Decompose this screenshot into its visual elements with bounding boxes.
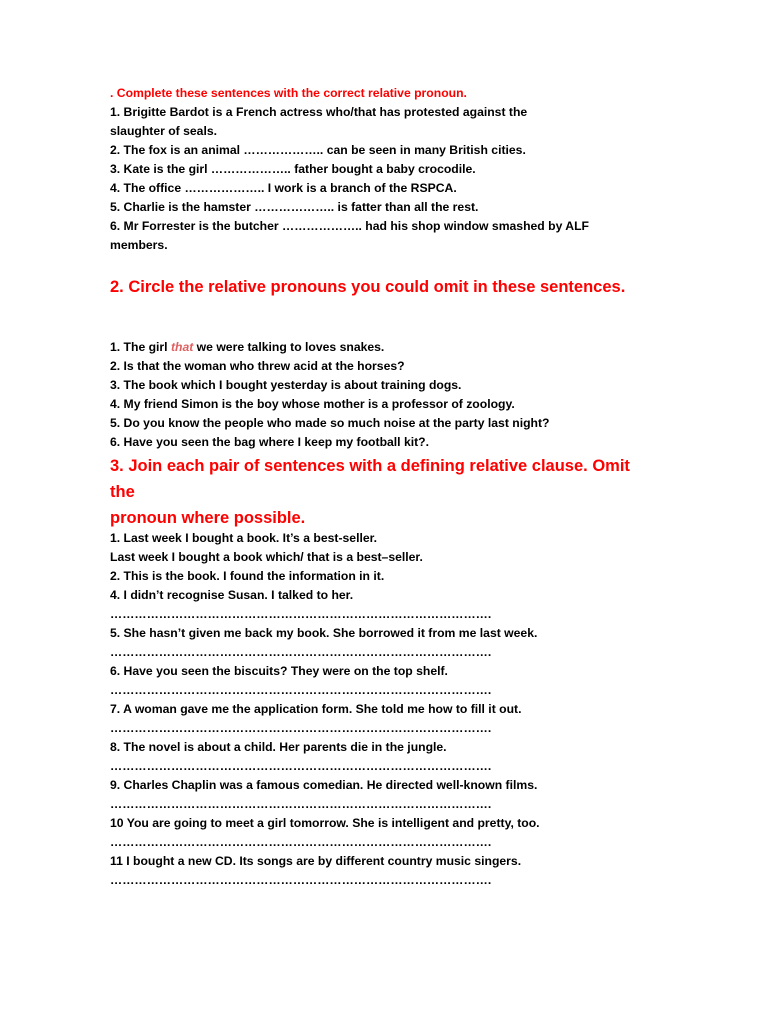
exercise-3-line: 11 I bought a new CD. Its songs are by different country music singers. [110, 854, 522, 868]
exercise-1-title: . Complete these sentences with the correct relative pronoun. [110, 86, 467, 100]
exercise-3-line: 4. I didn’t recognise Susan. I talked to her. [110, 588, 354, 602]
exercise-1-line: 1. Brigitte Bardot is a French actress who/that has protested against the [110, 105, 528, 119]
answer-blank-line: …………………………………………………………………………………. [110, 683, 492, 697]
exercise-2-line: 4. My friend Simon is the boy whose mother is a professor of zoology. [110, 397, 515, 411]
exercise-3 [110, 529, 710, 890]
exercise-3-heading: the [110, 483, 135, 501]
exercise-1 [110, 84, 710, 255]
answer-blank-line: …………………………………………………………………………………. [110, 797, 492, 811]
exercise-2-line: 2. Is that the woman who threw acid at the horses? [110, 359, 405, 373]
exercise-2-line [110, 338, 710, 357]
answer-blank-line: …………………………………………………………………………………. [110, 607, 492, 621]
answer-blank-line: …………………………………………………………………………………. [110, 835, 492, 849]
exercise-1-line: 4. The office ……………….. I work is a branch of the RSPCA. [110, 181, 457, 195]
exercise-3-line: 7. A woman gave me the application form. She told me how to fill it out. [110, 702, 522, 716]
exercise-3-heading: 3. Join each pair of sentences with a defining relative clause. Omit [110, 457, 630, 475]
exercise-2-line: 5. Do you know the people who made so much noise at the party last night? [110, 416, 550, 430]
exercise-3-line: 1. Last week I bought a book. It’s a best-seller. [110, 531, 378, 545]
exercise-2-heading-block [110, 274, 710, 300]
exercise-3-line: Last week I bought a book which/ that is a best–seller. [110, 550, 423, 564]
answer-blank-line: …………………………………………………………………………………. [110, 721, 492, 735]
exercise-2-line: 6. Have you seen the bag where I keep my football kit?. [110, 435, 429, 449]
exercise-3-line: 2. This is the book. I found the information in it. [110, 569, 385, 583]
exercise-2-line: 3. The book which I bought yesterday is about training dogs. [110, 378, 462, 392]
exercise-1-line: 2. The fox is an animal ……………….. can be seen in many British cities. [110, 143, 526, 157]
answer-blank-line: …………………………………………………………………………………. [110, 645, 492, 659]
exercise-2-heading: 2. Circle the relative pronouns you could omit in these sentences. [110, 278, 626, 296]
exercise-1-line: slaughter of seals. [110, 124, 218, 138]
exercise-3-line: 10 You are going to meet a girl tomorrow. She is intelligent and pretty, too. [110, 816, 540, 830]
exercise-1-line: 6. Mr Forrester is the butcher ……………….. had his shop window smashed by ALF [110, 219, 589, 233]
answer-blank-line: …………………………………………………………………………………. [110, 759, 492, 773]
exercise-3-line: 5. She hasn’t given me back my book. She borrowed it from me last week. [110, 626, 538, 640]
exercise-1-line: members. [110, 238, 168, 252]
exercise-1-line: 5. Charlie is the hamster ……………….. is fatter than all the rest. [110, 200, 479, 214]
answer-blank-line: …………………………………………………………………………………. [110, 873, 492, 887]
exercise-3-heading-block [110, 453, 710, 531]
exercise-3-line: 6. Have you seen the biscuits? They were on the top shelf. [110, 664, 448, 678]
exercise-3-line: 8. The novel is about a child. Her parents die in the jungle. [110, 740, 447, 754]
exercise-1-line: 3. Kate is the girl ……………….. father bought a baby crocodile. [110, 162, 476, 176]
exercise-2-line-after: we were talking to loves snakes. [193, 340, 385, 354]
circled-pronoun-answer: that [170, 340, 194, 354]
exercise-3-heading: pronoun where possible. [110, 509, 306, 527]
exercise-2-line-before: 1. The girl [110, 340, 171, 354]
exercise-3-line: 9. Charles Chaplin was a famous comedian. He directed well-known films. [110, 778, 538, 792]
exercise-2 [110, 338, 710, 452]
